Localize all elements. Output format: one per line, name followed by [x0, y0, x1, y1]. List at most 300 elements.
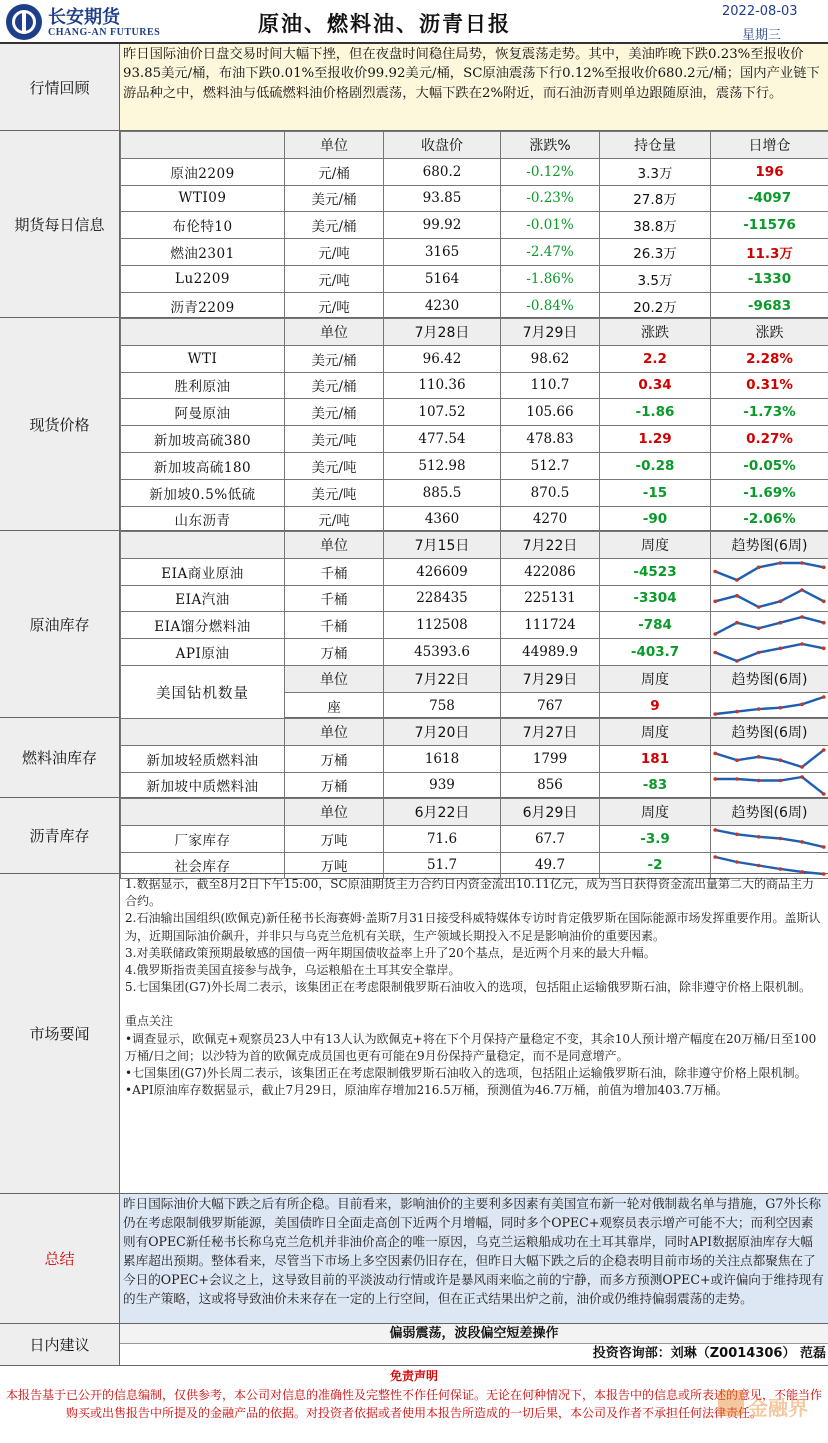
contract-name: 布伦特10 [121, 212, 285, 239]
rig-header-row [121, 665, 828, 692]
value-cell: 758 [384, 692, 501, 719]
weekly-change-cell: 9 [600, 692, 711, 719]
column-header: 6月29日 [501, 799, 600, 826]
unit-cell: 万吨 [285, 825, 384, 852]
fuel-inventory-table [120, 718, 828, 799]
futures-section [0, 131, 828, 318]
fuel-inventory-section [0, 718, 828, 798]
trend-cell [711, 585, 828, 612]
spot-section [0, 318, 828, 531]
value-cell: 71.6 [384, 825, 501, 852]
unit-cell: 美元/桶 [285, 399, 384, 426]
trend-sparkline [711, 586, 828, 611]
futures-row [121, 158, 828, 185]
trend-point [778, 621, 782, 625]
column-header: 单位 [285, 319, 384, 346]
column-header: 趋势图(6周) [711, 665, 828, 692]
inventory-row [121, 745, 828, 772]
trend-point [800, 588, 804, 592]
trend-point [800, 765, 804, 769]
trend-point [778, 706, 782, 710]
advice-text: 偏弱震荡，波段偏空短差操作 [120, 1324, 828, 1344]
disclaimer [0, 1366, 828, 1443]
column-header: 单位 [285, 532, 384, 559]
watermark-text: 金融界 [748, 1396, 808, 1420]
column-header: 涨跌 [600, 319, 711, 346]
watermark-icon [718, 1390, 744, 1416]
trend-cell [711, 825, 828, 852]
item-name: API原油 [121, 639, 285, 666]
change-pct-cell: -0.01% [501, 212, 600, 239]
trend-point [713, 632, 717, 636]
product-name: 新加坡0.5%低硫 [121, 479, 285, 506]
column-header: 周度 [600, 719, 711, 746]
unit-cell: 千桶 [285, 585, 384, 612]
price-cell: 870.5 [501, 479, 600, 506]
report-date: 2022-08-03 [722, 4, 798, 19]
column-header: 趋势图(6周) [711, 719, 828, 746]
item-name: EIA商业原油 [121, 558, 285, 585]
price-cell: 512.98 [384, 452, 501, 479]
trend-point [800, 642, 804, 646]
trend-point [735, 777, 739, 781]
spot-label: 现货价格 [0, 318, 120, 530]
daily-oi-change-cell: 11.3万 [711, 239, 828, 266]
news-item: 2.石油输出国组织(欧佩克)新任秘书长海赛姆·盖斯7月31日接受科威特媒体专访时肯定俄罗斯在国际能源市场发挥重要作用。盖斯认为，近期国际油价飙升，并非只与乌克兰危机有关联，生产领域长期投入不足是影响油价的重要因素。 [125, 911, 821, 943]
contract-name: 燃油2301 [121, 239, 285, 266]
watermark-logo [708, 1386, 826, 1426]
value-cell: 426609 [384, 558, 501, 585]
table-header-row [121, 132, 828, 159]
company-logo-icon [6, 4, 42, 40]
column-header: 持仓量 [600, 132, 711, 159]
trend-cell [711, 558, 828, 585]
inventory-row [121, 558, 828, 585]
inventory-row [121, 585, 828, 612]
focus-title: 重点关注 [125, 1014, 174, 1029]
daily-oi-change-cell: -11576 [711, 212, 828, 239]
futures-table [120, 131, 828, 320]
item-name: 新加坡轻质燃料油 [121, 745, 285, 772]
focus-item: •调查显示，欧佩克+观察员23人中有13人认为欧佩克+将在下个月保持产量稳定不变，其余10人预计增产幅度在20万桶/日至100万桶/日之间；以沙特为首的欧佩克成员国也更有可能在9月份保持产量稳定，而不是同意增产。 [125, 1031, 817, 1063]
product-name: WTI [121, 345, 285, 372]
advice-section [0, 1324, 828, 1366]
trend-point [713, 828, 717, 832]
trend-point [735, 621, 739, 625]
trend-point [822, 621, 826, 625]
rig-count-name: 美国钻机数量 [121, 665, 285, 719]
value-cell: 767 [501, 692, 600, 719]
change-cell: -0.28 [600, 452, 711, 479]
spot-row [121, 426, 828, 453]
price-cell: 4270 [501, 506, 600, 533]
trend-cell [711, 692, 828, 719]
change-pct-cell: -1.69% [711, 479, 828, 506]
price-cell: 885.5 [384, 479, 501, 506]
trend-point [778, 561, 782, 565]
trend-sparkline [711, 773, 828, 798]
weekly-change-cell: -3304 [600, 585, 711, 612]
daily-oi-change-cell: -4097 [711, 185, 828, 212]
weekly-change-cell: -784 [600, 612, 711, 639]
weekly-change-cell: -83 [600, 772, 711, 799]
column-header: 周度 [600, 799, 711, 826]
price-cell: 105.66 [501, 399, 600, 426]
trend-line [715, 830, 823, 847]
column-header [121, 319, 285, 346]
spot-row [121, 452, 828, 479]
asphalt-inventory-table [120, 798, 828, 879]
column-header: 7月22日 [384, 665, 501, 692]
column-header: 单位 [285, 132, 384, 159]
price-cell: 110.7 [501, 372, 600, 399]
trend-line [715, 590, 823, 607]
trend-point [778, 867, 782, 871]
column-header: 收盘价 [384, 132, 501, 159]
column-header [121, 799, 285, 826]
focus-item: •七国集团(G7)外长周二表示，该集团正在考虑限制俄罗斯石油收入的选项，包括阻止运输俄罗斯石油，除非遵守价格上限机制。 [125, 1066, 807, 1081]
trend-point [713, 570, 717, 574]
value-cell: 225131 [501, 585, 600, 612]
trend-sparkline [711, 746, 828, 771]
weekly-change-cell: -3.9 [600, 825, 711, 852]
column-header [121, 532, 285, 559]
column-header: 7月15日 [384, 532, 501, 559]
weekly-change-cell: 181 [600, 745, 711, 772]
trend-point [778, 759, 782, 763]
contract-name: WTI09 [121, 185, 285, 212]
product-name: 山东沥青 [121, 506, 285, 533]
inventory-row [121, 639, 828, 666]
trend-line [715, 857, 823, 874]
daily-oi-change-cell: -1330 [711, 265, 828, 292]
price-cell: 512.7 [501, 452, 600, 479]
spot-table [120, 318, 828, 533]
change-pct-cell: -1.86% [501, 265, 600, 292]
column-header: 7月22日 [501, 532, 600, 559]
trend-point [735, 833, 739, 837]
daily-oi-change-cell: -9683 [711, 292, 828, 319]
trend-point [800, 561, 804, 565]
news-item: 5.七国集团(G7)外长周二表示，该集团正在考虑限制俄罗斯石油收入的选项，包括阻止运输俄罗斯石油，除非遵守价格上限机制。 [125, 980, 812, 995]
summary-section [0, 1194, 828, 1324]
column-header: 涨跌 [711, 319, 828, 346]
trend-cell [711, 612, 828, 639]
change-cell: 1.29 [600, 426, 711, 453]
weekly-change-cell: -2 [600, 852, 711, 879]
trend-point [778, 646, 782, 650]
unit-cell: 千桶 [285, 612, 384, 639]
trend-point [800, 840, 804, 844]
column-header: 7月20日 [384, 719, 501, 746]
unit-cell: 元/吨 [285, 292, 384, 319]
change-pct-cell: -0.84% [501, 292, 600, 319]
trend-point [778, 599, 782, 603]
change-cell: -15 [600, 479, 711, 506]
open-interest-cell: 20.2万 [600, 292, 711, 319]
product-name: 新加坡高硫380 [121, 426, 285, 453]
close-cell: 4230 [384, 292, 501, 319]
unit-cell: 万桶 [285, 639, 384, 666]
trend-point [757, 707, 761, 711]
trend-point [822, 599, 826, 603]
trend-point [713, 650, 717, 654]
trend-point [822, 646, 826, 650]
trend-sparkline [711, 826, 828, 851]
unit-cell: 座 [285, 692, 384, 719]
column-header: 7月28日 [384, 319, 501, 346]
spot-row [121, 479, 828, 506]
open-interest-cell: 26.3万 [600, 239, 711, 266]
change-pct-cell: 0.31% [711, 372, 828, 399]
spot-row [121, 345, 828, 372]
price-cell: 98.62 [501, 345, 600, 372]
company-name-cn: 长安期货 [48, 7, 120, 28]
trend-point [735, 860, 739, 864]
close-cell: 680.2 [384, 158, 501, 185]
trend-cell [711, 772, 828, 799]
price-cell: 110.36 [384, 372, 501, 399]
contract-name: 原油2209 [121, 158, 285, 185]
change-pct-cell: -1.73% [711, 399, 828, 426]
unit-cell: 美元/桶 [285, 185, 384, 212]
open-interest-cell: 3.3万 [600, 158, 711, 185]
product-name: 新加坡高硫180 [121, 452, 285, 479]
table-header-row [121, 319, 828, 346]
futures-label: 期货每日信息 [0, 131, 120, 317]
column-header: 7月27日 [501, 719, 600, 746]
unit-cell: 元/吨 [285, 265, 384, 292]
trend-cell [711, 745, 828, 772]
change-pct-cell: -0.12% [501, 158, 600, 185]
price-cell: 107.52 [384, 399, 501, 426]
value-cell: 51.7 [384, 852, 501, 879]
unit-cell: 元/桶 [285, 158, 384, 185]
asphalt-inventory-label: 沥青库存 [0, 798, 120, 873]
trend-point [713, 777, 717, 781]
column-header: 趋势图(6周) [711, 799, 828, 826]
trend-point [757, 864, 761, 868]
trend-line [715, 697, 823, 714]
trend-point [757, 566, 761, 570]
trend-point [735, 710, 739, 714]
item-name: 厂家库存 [121, 825, 285, 852]
table-header-row [121, 719, 828, 746]
value-cell: 939 [384, 772, 501, 799]
column-header: 涨跌% [501, 132, 600, 159]
advice-author: 投资咨询部：刘琳（Z0014306） 范磊 [592, 1346, 826, 1361]
unit-cell: 美元/吨 [285, 426, 384, 453]
trend-line [715, 563, 823, 580]
unit-cell: 元/吨 [285, 239, 384, 266]
change-pct-cell: 2.28% [711, 345, 828, 372]
close-cell: 99.92 [384, 212, 501, 239]
trend-point [713, 599, 717, 603]
change-cell: -1.86 [600, 399, 711, 426]
column-header: 周度 [600, 532, 711, 559]
trend-point [822, 792, 826, 796]
item-name: EIA汽油 [121, 585, 285, 612]
trend-sparkline [711, 559, 828, 584]
trend-point [735, 578, 739, 582]
report-header [0, 0, 828, 44]
news-item: 4.俄罗斯指责美国直接参与战争，乌运粮船在土耳其安全靠岸。 [125, 963, 461, 978]
change-pct-cell: -2.06% [711, 506, 828, 533]
trend-point [757, 605, 761, 609]
futures-row [121, 239, 828, 266]
open-interest-cell: 38.8万 [600, 212, 711, 239]
trend-point [800, 615, 804, 619]
trend-point [713, 855, 717, 859]
trend-sparkline [711, 640, 828, 665]
focus-item: •API原油库存数据显示，截止7月29日，原油库存增加216.5万桶，预测值为46.7万桶，前值为增加403.7万桶。 [125, 1083, 728, 1098]
crude-inventory-label: 原油库存 [0, 531, 120, 717]
trend-point [757, 835, 761, 839]
trend-point [757, 755, 761, 759]
futures-row [121, 212, 828, 239]
column-header: 日增仓 [711, 132, 828, 159]
table-header-row [121, 532, 828, 559]
inventory-row [121, 825, 828, 852]
contract-name: 沥青2209 [121, 292, 285, 319]
weekly-change-cell: -403.7 [600, 639, 711, 666]
unit-cell: 美元/桶 [285, 212, 384, 239]
disclaimer-title: 免责声明 [389, 1369, 438, 1383]
change-pct-cell: -0.23% [501, 185, 600, 212]
unit-cell: 万吨 [285, 852, 384, 879]
trend-point [735, 759, 739, 763]
news-label: 市场要闻 [0, 874, 120, 1193]
value-cell: 49.7 [501, 852, 600, 879]
trend-line [715, 644, 823, 661]
trend-cell [711, 639, 828, 666]
futures-row [121, 265, 828, 292]
spot-row [121, 372, 828, 399]
item-name: 新加坡中质燃料油 [121, 772, 285, 799]
trend-line [715, 750, 823, 767]
price-cell: 96.42 [384, 345, 501, 372]
value-cell: 45393.6 [384, 639, 501, 666]
trend-point [800, 703, 804, 707]
spot-row [121, 506, 828, 533]
market-review-label: 行情回顾 [0, 44, 120, 130]
trend-line [715, 777, 823, 794]
column-header: 7月29日 [501, 319, 600, 346]
value-cell: 228435 [384, 585, 501, 612]
market-review-text: 昨日国际油价日盘交易时间大幅下挫，但在夜盘时间稳住局势，恢复震荡走势。其中，美油昨晚下跌0.23%至报收价93.85美元/桶，布油下跌0.01%至报收价99.92美元/桶，SC原油震荡下行0.12%至报收价680.2元/桶；国内产业链下游品种之中，燃料油与低硫燃料油价格剧烈震荡，大幅下跌在2%附近，而石油沥青则单边跟随原油，震荡下行。 [120, 44, 828, 130]
value-cell: 44989.9 [501, 639, 600, 666]
column-header: 6月22日 [384, 799, 501, 826]
column-header: 单位 [285, 799, 384, 826]
column-header [121, 132, 285, 159]
unit-cell: 美元/吨 [285, 452, 384, 479]
trend-sparkline [711, 613, 828, 638]
change-cell: -90 [600, 506, 711, 533]
change-cell: 2.2 [600, 345, 711, 372]
trend-point [713, 712, 717, 716]
column-header: 趋势图(6周) [711, 532, 828, 559]
value-cell: 112508 [384, 612, 501, 639]
trend-point [757, 626, 761, 630]
news-section [0, 874, 828, 1194]
value-cell: 1618 [384, 745, 501, 772]
trend-point [713, 752, 717, 756]
news-body [120, 874, 828, 1193]
spot-row [121, 399, 828, 426]
item-name: 社会库存 [121, 852, 285, 879]
value-cell: 1799 [501, 745, 600, 772]
open-interest-cell: 3.5万 [600, 265, 711, 292]
item-name: EIA馏分燃料油 [121, 612, 285, 639]
change-cell: 0.34 [600, 372, 711, 399]
unit-cell: 美元/桶 [285, 345, 384, 372]
summary-label: 总结 [0, 1194, 120, 1323]
value-cell: 111724 [501, 612, 600, 639]
unit-cell: 美元/吨 [285, 479, 384, 506]
disclaimer-text: 本报告基于已公开的信息编制，仅供参考，本公司对信息的准确性及完整性不作任何保证。无论在何种情况下，本报告中的信息或所表述的意见，不能当作购买或出售报告中所提及的金融产品的依据。对投资者依据或者使用本报告所造成的一切后果，本公司及作者不承担任何法律责任。 [5, 1388, 822, 1420]
column-header: 7月29日 [501, 665, 600, 692]
change-pct-cell: 0.27% [711, 426, 828, 453]
weekly-change-cell: -4523 [600, 558, 711, 585]
column-header: 单位 [285, 719, 384, 746]
company-name-en: CHANG-AN FUTURES [48, 27, 161, 38]
market-review-section [0, 44, 828, 131]
column-header: 单位 [285, 665, 384, 692]
trend-point [778, 779, 782, 783]
unit-cell: 万桶 [285, 745, 384, 772]
change-pct-cell: -0.05% [711, 452, 828, 479]
open-interest-cell: 27.8万 [600, 185, 711, 212]
product-name: 胜利原油 [121, 372, 285, 399]
trend-point [735, 659, 739, 663]
unit-cell: 美元/桶 [285, 372, 384, 399]
unit-cell: 千桶 [285, 558, 384, 585]
column-header: 周度 [600, 665, 711, 692]
trend-point [822, 566, 826, 570]
trend-point [822, 695, 826, 699]
change-pct-cell: -2.47% [501, 239, 600, 266]
news-item: 1.数据显示，截至8月2日下午15:00，SC原油期货主力合约日内资金流出10.11亿元，成为当日获得资金流出量第二大的商品主力合约。 [125, 877, 815, 909]
crude-inventory-section [0, 531, 828, 718]
column-header [121, 719, 285, 746]
value-cell: 422086 [501, 558, 600, 585]
unit-cell: 元/吨 [285, 506, 384, 533]
value-cell: 67.7 [501, 825, 600, 852]
summary-text: 昨日国际油价大幅下跌之后有所企稳。目前看来，影响油价的主要利多因素有美国宣布新一轮对俄制裁名单与措施，G7外长称仍在考虑限制俄罗斯能源，美国债昨日全面走高创下近两个月增幅，同时多个OPEC+观察员表示增产可能不大；而利空因素则有OPEC新任秘书长称乌克兰危机并非油价高企的唯一原因，乌克兰运粮船成功在土耳其靠岸，同时API数据原油库存大幅累库超出预期。整体看来，尽管当下市场上多空因素仍旧存在，但昨日大幅下跌之后的企稳表明目前市场的关注点都聚焦在了今日的OPEC+会议之上，这导致目前的平淡波动行情或许是暴风雨来临之前的宁静，而多方预测OPEC+或许偏向于维持现有的生产策略，这或将导致油价未来存在一定的上行空间，但在正式结果出炉之前，油价或仍维持偏弱震荡的走势。 [120, 1194, 828, 1323]
trend-point [778, 837, 782, 841]
trend-point [822, 748, 826, 752]
price-cell: 4360 [384, 506, 501, 533]
inventory-row [121, 772, 828, 799]
advice-label: 日内建议 [0, 1324, 120, 1365]
trend-point [800, 775, 804, 779]
trend-point [735, 594, 739, 598]
futures-row [121, 292, 828, 319]
table-header-row [121, 799, 828, 826]
inventory-row [121, 612, 828, 639]
trend-line [715, 617, 823, 634]
daily-oi-change-cell: 196 [711, 158, 828, 185]
report-title: 原油、燃料油、沥青日报 [258, 12, 511, 36]
report-weekday: 星期三 [742, 28, 782, 43]
trend-point [822, 845, 826, 849]
product-name: 阿曼原油 [121, 399, 285, 426]
value-cell: 856 [501, 772, 600, 799]
fuel-inventory-label: 燃料油库存 [0, 718, 120, 797]
close-cell: 93.85 [384, 185, 501, 212]
futures-row [121, 185, 828, 212]
trend-sparkline [711, 693, 828, 718]
